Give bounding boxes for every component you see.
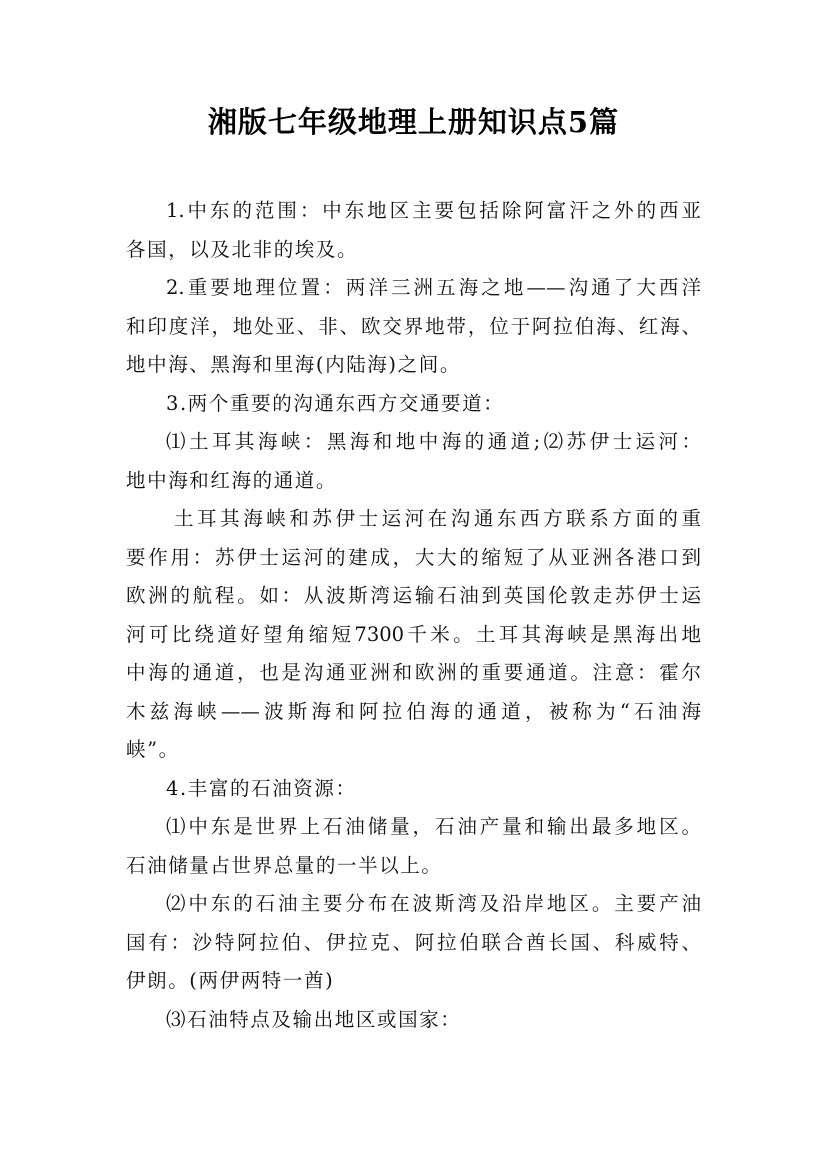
paragraph-line: 河可比绕道好望角缩短7300千米。土耳其海峡是黑海出地 — [126, 622, 701, 646]
paragraph-line: 地中海、黑海和里海(内陆海)之间。 — [126, 353, 461, 376]
paragraph-line: 和印度洋，地处亚、非、欧交界地带，位于阿拉伯海、红海、 — [126, 314, 701, 338]
paragraph-line: 峡”。 — [126, 738, 180, 761]
paragraph-line: 石油储量占世界总量的一半以上。 — [126, 853, 443, 877]
paragraph-line: 土耳其海峡和苏伊士运河在沟通东西方联系方面的重 — [174, 507, 701, 530]
paragraph-line: ⑵中东的石油主要分布在波斯湾及沿岸地区。主要产油 — [166, 892, 701, 915]
paragraph-line: 中海的通道，也是沟通亚洲和欧洲的重要通道。注意：霍尔 — [126, 661, 701, 684]
paragraph-line: 木兹海峡——波斯海和阿拉伯海的通道，被称为“石油海 — [126, 699, 701, 723]
paragraph-line: 欧洲的航程。如：从波斯湾运输石油到英国伦敦走苏伊士运 — [126, 584, 701, 607]
paragraph-line: 1.中东的范围：中东地区主要包括除阿富汗之外的西亚 — [166, 199, 701, 222]
document-body — [126, 192, 701, 1039]
paragraph-line: 要作用：苏伊士运河的建成，大大的缩短了从亚洲各港口到 — [126, 545, 701, 569]
paragraph-line: 2.重要地理位置：两洋三洲五海之地——沟通了大西洋 — [166, 276, 701, 299]
paragraph-line: 地中海和红海的通道。 — [126, 468, 338, 492]
paragraph-line: 伊朗。(两伊两特一酋) — [126, 969, 335, 992]
document-title: 湘版七年级地理上册知识点5篇 — [207, 105, 620, 139]
paragraph-line: ⑴中东是世界上石油储量，石油产量和输出最多地区。 — [166, 815, 701, 838]
paragraph-line: 3.两个重要的沟通东西方交通要道： — [166, 391, 505, 415]
paragraph-line: ⑴土耳其海峡：黑海和地中海的通道;⑵苏伊士运河： — [166, 430, 701, 453]
paragraph-line: 国有：沙特阿拉伯、伊拉克、阿拉伯联合酋长国、科威特、 — [126, 930, 701, 954]
paragraph-line: 各国，以及北非的埃及。 — [126, 237, 359, 261]
paragraph-line: 4.丰富的石油资源： — [166, 776, 357, 800]
paragraph-line: ⑶石油特点及输出地区或国家： — [166, 1007, 462, 1031]
